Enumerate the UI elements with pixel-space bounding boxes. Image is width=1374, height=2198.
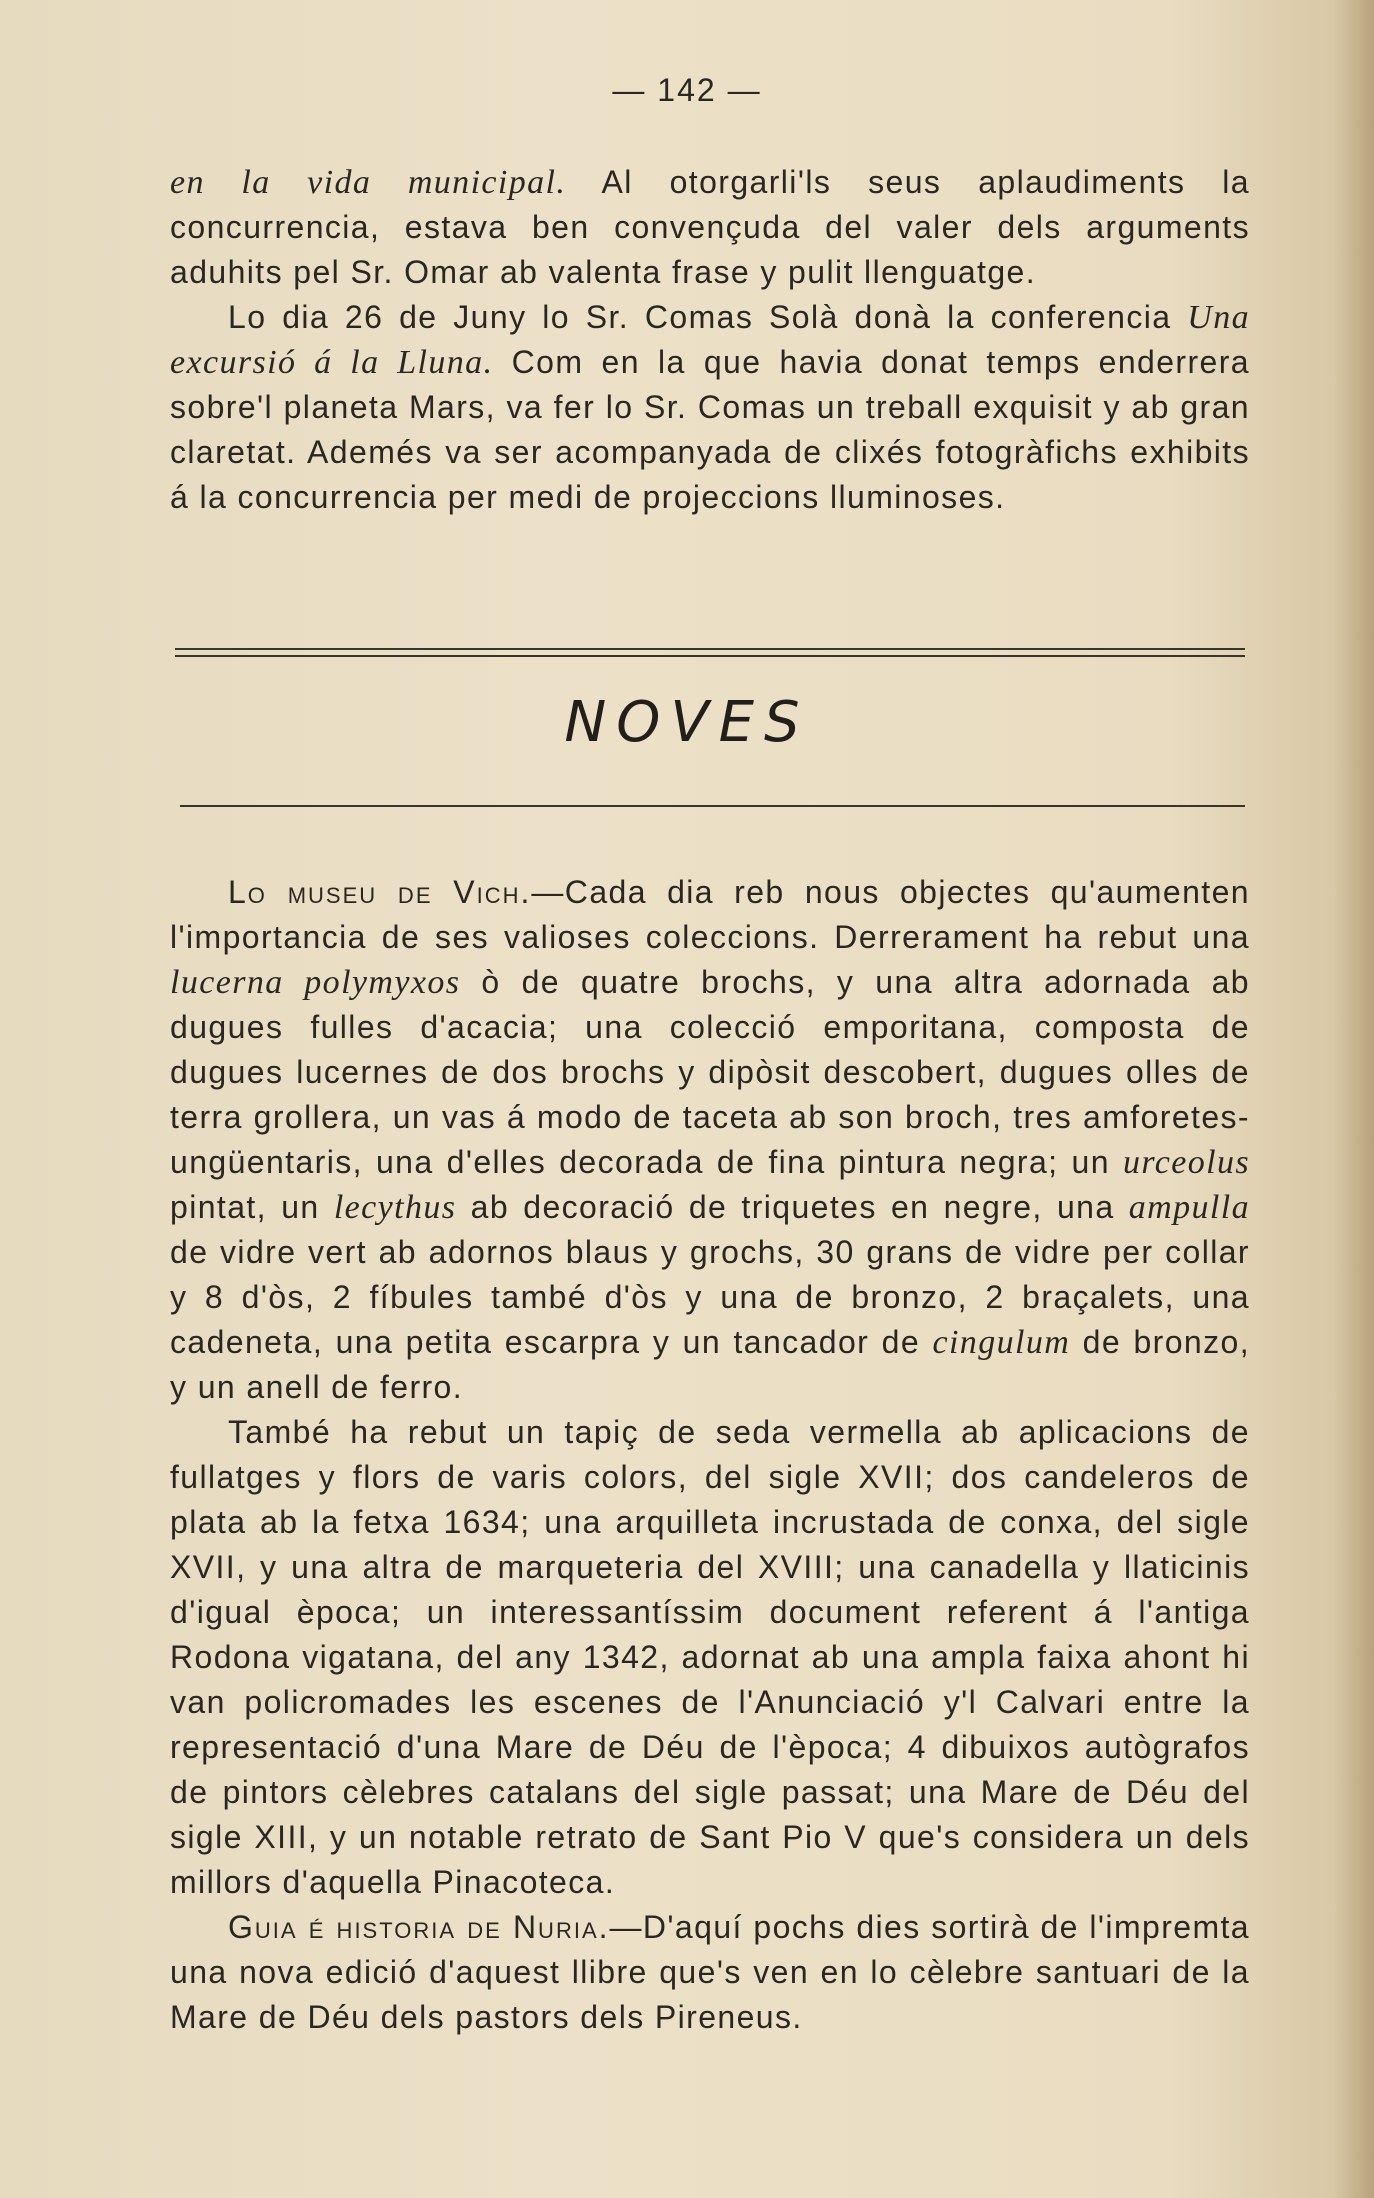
news-text-block (170, 870, 1250, 2040)
text-run: —D'aquí pochs dies sortirà de l'impremta una nova edició d'aquest llibre que's ven en lo cèlebre santuari de la Mare de Déu dels pastors dels Pireneus. (170, 1909, 1250, 2035)
italic-term: urceolus (1122, 1144, 1250, 1181)
text-run: Com en la que havia donat temps enderrera sobre'l planeta Mars, va fer lo Sr. Comas un treball exquisit y ab gran claretat. Ademés va ser acompanyada de clixés fotogràfichs exhibits á la concurrencia per medi de projeccions lluminoses. (170, 344, 1250, 515)
italic-term: ampulla (1128, 1189, 1250, 1226)
italic-term: cingulum (932, 1324, 1071, 1361)
text-run: —Cada dia reb nous objectes qu'aumenten l'importancia de ses valioses coleccions. Derrerament ha rebut una (170, 874, 1250, 955)
text-run: de vidre vert ab adornos blaus y grochs, 30 grans de vidre per collar y 8 d'òs, 2 fíbules també d'òs y una de bronzo, 2 braçalets, una cadeneta, una petita escarpra y un tancador de (170, 1234, 1250, 1360)
page-edge-shadow (1334, 0, 1374, 2198)
paragraph-municipal (170, 160, 1250, 295)
italic-term: lecythus (333, 1189, 457, 1226)
text-run: Lo dia 26 de Juny lo Sr. Comas Solà donà la conferencia (228, 299, 1188, 335)
paragraph-nuria (170, 1905, 1250, 2040)
divider-double-top (175, 648, 1245, 650)
text-run: pintat, un (170, 1189, 334, 1225)
section-lead: Lo museu de Vich. (228, 874, 532, 910)
text-run: ò de quatre brochs, y una altra adornada ab dugues fulles d'acacia; una colecció emporitana, composta de dugues lucernes de dos brochs y dipòsit descobert, dugues olles de terra grollera, un vas á modo de taceta ab son broch, tres amforetes-ungüentaris, una d'elles decorada de fina pintura negra; un (170, 964, 1250, 1180)
section-lead: Guia é historia de Nuria. (228, 1909, 610, 1945)
divider-double-bottom (175, 655, 1245, 657)
paragraph-conferencia (170, 295, 1250, 520)
italic-phrase: en la vida municipal. (170, 164, 567, 201)
italic-term: lucerna polymyxos (170, 964, 461, 1001)
text-run: Al otorgarli'ls seus aplaudiments la concurrencia, estava ben convençuda del valer dels arguments aduhits pel Sr. Omar ab valenta frase y pulit llenguatge. (170, 164, 1250, 290)
page-number: — 142 — (612, 72, 762, 108)
italic-title: Una excursió á la Lluna. (170, 299, 1250, 381)
text-run: de bronzo, y un anell de ferro. (170, 1324, 1250, 1405)
divider-rule (180, 805, 1245, 807)
top-text-block (170, 160, 1250, 520)
text-run: ab decoració de triquetes en negre, una (456, 1189, 1129, 1225)
paragraph-tapic: També ha rebut un tapiç de seda vermella ab aplicacions de fullatges y flors de varis colors, del sigle XVII; dos candeleros de plata ab la fetxa 1634; una arquilleta incrustada de conxa, del sigle XVII, y una altra de marqueteria del XVIII; una canadella y llaticinis d'igual època; un interessantíssim document referent á l'antiga Rodona vigatana, del any 1342, adornat ab una ampla faixa ahont hi van policromades les escenes de l'Anunciació y'l Calvari entre la representació d'una Mare de Déu de l'època; 4 dibuixos autògrafos de pintors cèlebres catalans del sigle passat; una Mare de Déu del sigle XIII, y un notable retrato de Sant Pio V que's considera un dels millors d'aquella Pinacoteca. (170, 1414, 1250, 1900)
section-heading: NOVES (564, 690, 810, 755)
paragraph-museu (170, 870, 1250, 1410)
